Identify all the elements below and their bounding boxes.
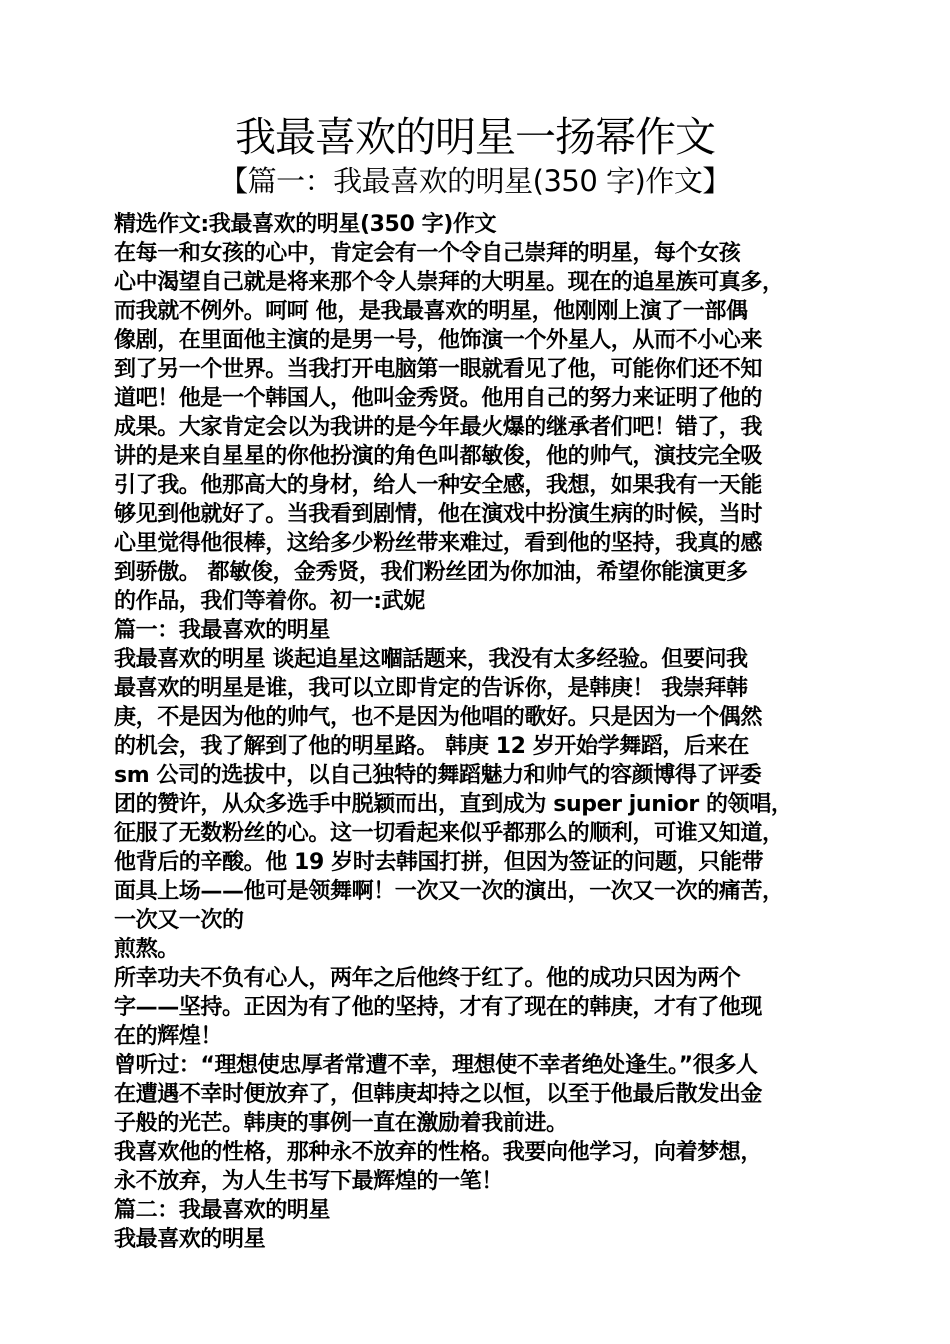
body-line: 我最喜欢的明星 — [114, 1227, 266, 1252]
body-line: 到骄傲。 都敏俊，金秀贤，我们粉丝团为你加油，希望你能演更多 — [114, 560, 748, 585]
body-line: 而我就不例外。呵呵 他，是我最喜欢的明星，他刚刚上演了一部偶 — [114, 299, 748, 324]
body-line: 的作品，我们等着你。初一:武妮 — [114, 589, 425, 614]
body-line: 到了另一个世界。当我打开电脑第一眼就看见了他，可能你们还不知 — [114, 357, 763, 382]
body-line: 讲的是来自星星的你他扮演的角色叫都敏俊，他的帅气，演技完全吸 — [114, 444, 763, 469]
body-line: 庚，不是因为他的帅气，也不是因为他唱的歌好。只是因为一个偶然 — [114, 705, 763, 730]
body-line: 一次又一次的 — [114, 908, 244, 933]
body-line: 字——坚持。正因为有了他的坚持，才有了现在的韩庚，才有了他现 — [114, 995, 763, 1020]
body-line: 心中渴望自己就是将来那个令人崇拜的大明星。现在的追星族可真多， — [114, 270, 784, 295]
document-subtitle: 【篇一：我最喜欢的明星(350 字)作文】 — [219, 164, 731, 198]
body-line: 征服了无数粉丝的心。这一切看起来似乎都那么的顺利，可谁又知道， — [114, 821, 784, 846]
body-line: sm 公司的选拔中，以自己独特的舞蹈魅力和帅气的容颜博得了评委 — [114, 763, 762, 788]
body-line: 篇一：我最喜欢的明星 — [114, 618, 331, 643]
body-line: 所幸功夫不负有心人，两年之后他终于红了。他的成功只因为两个 — [114, 966, 741, 991]
document-title: 我最喜欢的明星一扬幂作文 — [235, 113, 715, 161]
body-line: 引了我。他那高大的身材，给人一种安全感，我想，如果我有一天能 — [114, 473, 763, 498]
body-line: 心里觉得他很棒，这给多少粉丝带来难过，看到他的坚持，我真的感 — [114, 531, 763, 556]
body-line: 精选作文:我最喜欢的明星(350 字)作文 — [114, 212, 497, 237]
body-line: 我最喜欢的明星 谈起追星这嗰話题来，我没有太多经验。但要问我 — [114, 647, 748, 672]
body-line: 成果。大家肯定会以为我讲的是今年最火爆的继承者们吧！错了，我 — [114, 415, 763, 440]
article-body — [114, 210, 854, 1254]
body-line: 道吧！他是一个韩国人，他叫金秀贤。他用自己的努力来证明了他的 — [114, 386, 763, 411]
body-line: 他背后的辛酸。他 19 岁时去韩国打拼，但因为签证的问题，只能带 — [114, 850, 764, 875]
body-line: 篇二：我最喜欢的明星 — [114, 1198, 331, 1223]
body-line: 的机会，我了解到了他的明星路。 韩庚 12 岁开始学舞蹈，后来在 — [114, 734, 749, 759]
body-line: 在遭遇不幸时便放弃了，但韩庚却持之以恒，以至于他最后散发出金 — [114, 1082, 763, 1107]
body-line: 子般的光芒。韩庚的事例一直在激励着我前进。 — [114, 1111, 568, 1136]
body-line: 永不放弃，为人生书写下最辉煌的一笔！ — [114, 1169, 503, 1194]
body-line: 曾听过：“理想使忠厚者常遭不幸，理想使不幸者绝处逢生。”很多人 — [114, 1053, 758, 1078]
body-line: 够见到他就好了。当我看到剧情，他在演戏中扮演生病的时候，当时 — [114, 502, 763, 527]
body-line: 在的辉煌！ — [114, 1024, 223, 1049]
body-line: 面具上场——他可是领舞啊！一次又一次的演出，一次又一次的痛苦， — [114, 879, 784, 904]
body-line: 煎熬。 — [114, 937, 179, 962]
body-line: 最喜欢的明星是谁，我可以立即肯定的告诉你，是韩庚！ 我崇拜韩 — [114, 676, 748, 701]
body-line: 团的赞许，从众多选手中脱颖而出，直到成为 super junior 的领唱， — [114, 792, 793, 817]
body-line: 我喜欢他的性格，那种永不放弃的性格。我要向他学习，向着梦想， — [114, 1140, 763, 1165]
body-line: 在每一和女孩的心中，肯定会有一个令自己崇拜的明星，每个女孩 — [114, 241, 741, 266]
body-line: 像剧，在里面他主演的是男一号，他饰演一个外星人，从而不小心来 — [114, 328, 763, 353]
